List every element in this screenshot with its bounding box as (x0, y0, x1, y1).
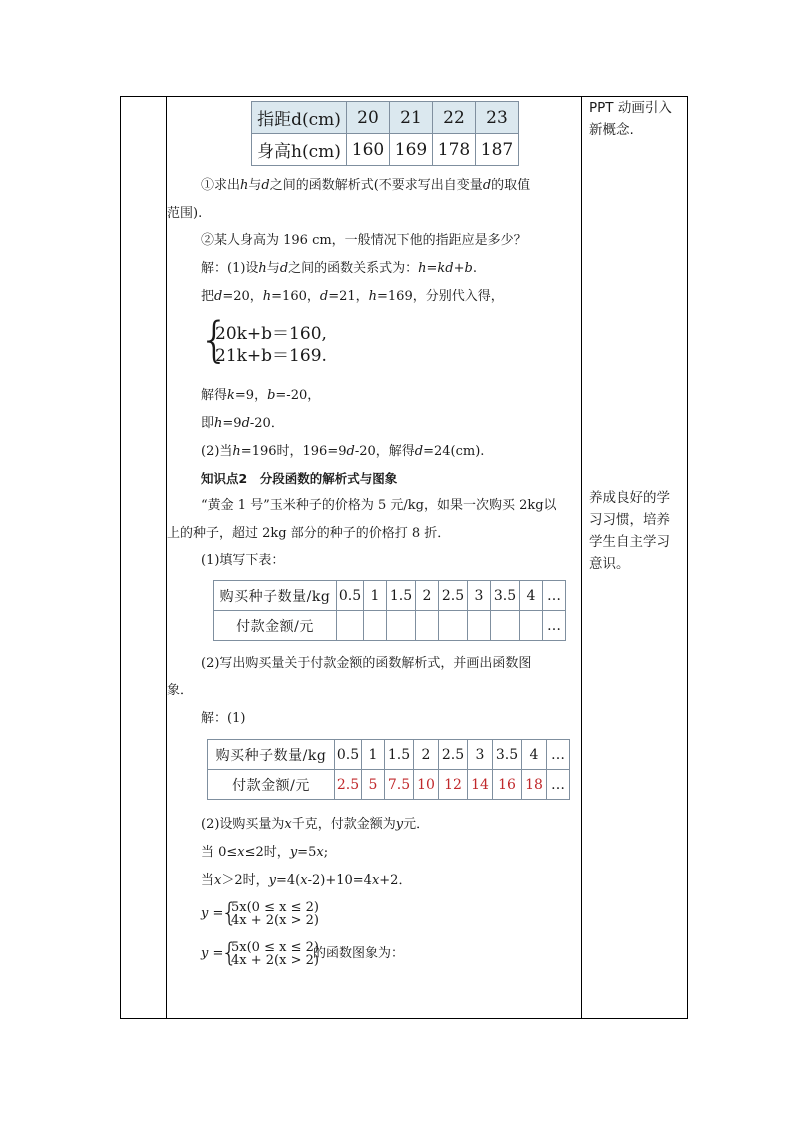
row-label: 指距d(cm) (252, 102, 347, 134)
equation-2: 21k+b＝169. (215, 346, 327, 366)
blank-payment-table (213, 580, 566, 641)
answer-cell: 14 (468, 770, 493, 800)
equation-1: 20k+b＝160, (215, 324, 327, 344)
solution-2-line-1: (2)设购买量为x千克，付款金额为y元． (201, 817, 430, 832)
cell: … (547, 740, 570, 770)
question-2: ②某人身高为 196 cm，一般情况下他的指距应是多少？ (201, 233, 527, 248)
cell: … (547, 770, 570, 800)
cell: 21 (390, 102, 433, 134)
cell: 169 (390, 134, 433, 166)
row-label: 购买种子数量/kg (208, 740, 335, 770)
section-title: 知识点2 分段函数的解析式与图象 (201, 471, 398, 486)
equation-system (215, 323, 327, 367)
row-label: 付款金额/元 (214, 611, 337, 641)
note-line: PPT 动画引入 (589, 100, 672, 116)
note-line: 养成良好的学 (589, 490, 670, 506)
problem-text-cont: 上的种子，超过 2kg 部分的种子的价格打 8 折． (167, 526, 451, 541)
column-divider-right (581, 97, 582, 1018)
cell: 3.5 (493, 740, 522, 770)
cell: 23 (476, 102, 519, 134)
main-content (167, 97, 581, 1018)
solution-line-1: 解：(1)设h与d之间的函数关系式为：h=kd+b. (201, 261, 477, 276)
answer-cell: 12 (439, 770, 468, 800)
cell: 160 (347, 134, 390, 166)
answer-cell: 10 (414, 770, 439, 800)
cell (337, 611, 364, 641)
piecewise-function (231, 901, 319, 927)
cell (416, 611, 439, 641)
cell (468, 611, 491, 641)
cell (491, 611, 520, 641)
piece-1: 5x(0 ≤ x ≤ 2) (231, 940, 319, 955)
filled-payment-table (207, 739, 570, 800)
cell: 4 (520, 581, 543, 611)
cell (387, 611, 416, 641)
cell: 1 (362, 740, 385, 770)
piecewise-brace: { (221, 938, 238, 968)
question-1-cont: 范围). (167, 206, 203, 221)
cell: 2 (414, 740, 439, 770)
cell: 3 (468, 581, 491, 611)
answer-cell: 5 (362, 770, 385, 800)
cell: 2.5 (439, 581, 468, 611)
cell: 2 (416, 581, 439, 611)
piecewise-y: y = (201, 946, 224, 961)
cell (439, 611, 468, 641)
cell: 1.5 (387, 581, 416, 611)
sub-question-1: (1)填写下表： (201, 553, 285, 568)
solution-line-4: 即h=9d-20． (201, 416, 284, 431)
note-line: 意识。 (589, 556, 630, 572)
answer-cell: 16 (493, 770, 522, 800)
note-habit (589, 487, 683, 575)
solution-line-5: (2)当h=196时，196=9d-20，解得d=24(cm). (201, 444, 485, 459)
cell: 1 (364, 581, 387, 611)
sub-question-2-cont: 象． (167, 683, 194, 698)
cell: 0.5 (337, 581, 364, 611)
note-line: 习习惯，培养 (589, 512, 670, 528)
answer-cell: 7.5 (385, 770, 414, 800)
cell: 22 (433, 102, 476, 134)
row-label: 付款金额/元 (208, 770, 335, 800)
finger-height-table (251, 101, 519, 166)
piecewise-brace: { (221, 898, 238, 928)
sub-question-2: (2)写出购买量关于付款金额的函数解析式，并画出函数图 (201, 656, 532, 671)
piece-2: 4x + 2(x > 2) (231, 913, 319, 928)
note-line: 学生自主学习 (589, 534, 670, 550)
cell: 187 (476, 134, 519, 166)
solution-label: 解：(1) (201, 711, 246, 726)
solution-line-2: 把d=20，h=160，d=21，h=169，分别代入得， (201, 289, 504, 304)
lesson-table (120, 96, 688, 1019)
note-ppt (589, 97, 683, 141)
piece-2: 4x + 2(x > 2) (231, 953, 319, 968)
piecewise-y: y = (201, 906, 224, 921)
cell: 3.5 (491, 581, 520, 611)
answer-cell: 2.5 (335, 770, 362, 800)
left-brace: { (199, 312, 230, 368)
cell: 2.5 (439, 740, 468, 770)
row-label: 身高h(cm) (252, 134, 347, 166)
piecewise-function (231, 941, 319, 967)
piece-1: 5x(0 ≤ x ≤ 2) (231, 900, 319, 915)
cell: 0.5 (335, 740, 362, 770)
note-line: 新概念. (589, 122, 634, 138)
question-1: ①求出h与d之间的函数解析式(不要求写出自变量d的取值 (201, 178, 531, 193)
solution-2-line-3: 当x＞2时，y=4(x-2)+10=4x+2． (201, 873, 412, 888)
cell: … (543, 581, 566, 611)
cell (364, 611, 387, 641)
answer-cell: 18 (522, 770, 547, 800)
solution-2-line-2: 当 0≤x≤2时，y=5x; (201, 845, 329, 860)
cell: … (543, 611, 566, 641)
cell: 20 (347, 102, 390, 134)
graph-intro: 的函数图象为： (313, 946, 405, 961)
cell: 4 (522, 740, 547, 770)
solution-line-3: 解得k=9，b=-20， (201, 388, 321, 403)
cell: 3 (468, 740, 493, 770)
row-label: 购买种子数量/kg (214, 581, 337, 611)
cell: 178 (433, 134, 476, 166)
problem-text: “黄金 1 号”玉米种子的价格为 5 元/kg，如果一次购买 2kg以 (201, 498, 557, 513)
cell (520, 611, 543, 641)
cell: 1.5 (385, 740, 414, 770)
